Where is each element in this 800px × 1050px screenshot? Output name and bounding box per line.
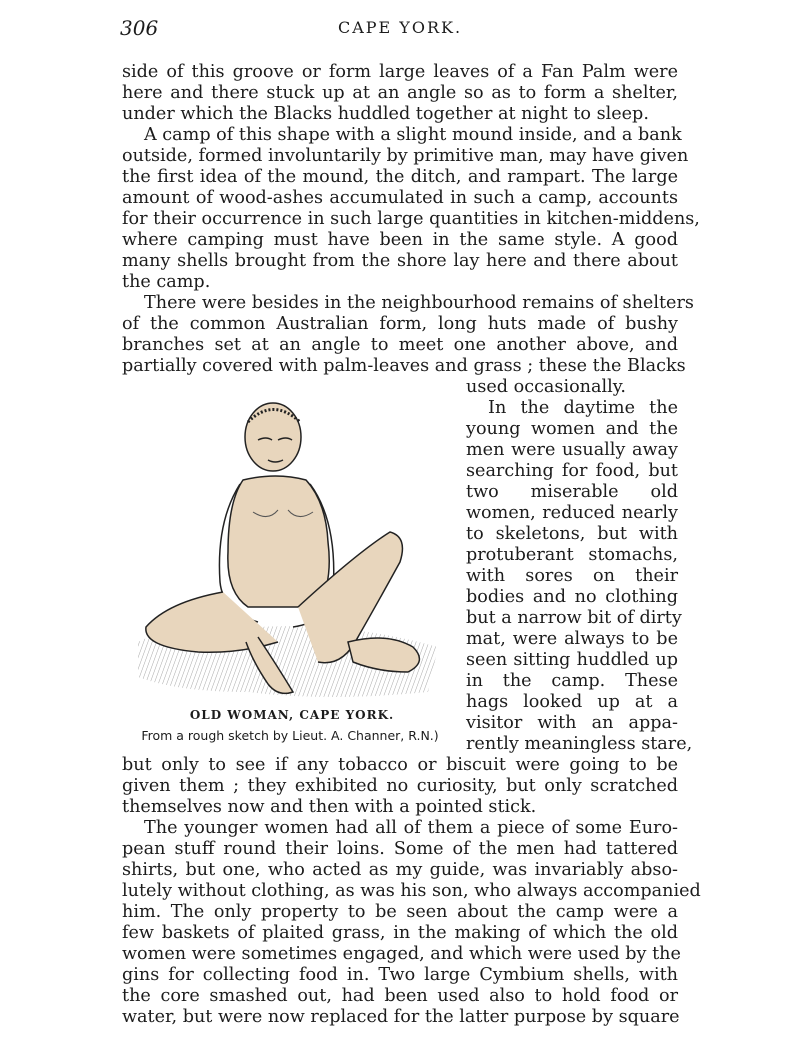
- text-line: him. The only property to be seen about the camp were a: [122, 902, 678, 922]
- figure-caption-credit: From a rough sketch by Lieut. A. Channer, R.N.): [141, 728, 439, 743]
- text-line: seen sitting huddled up: [466, 650, 678, 670]
- text-line: side of this groove or form large leaves of a Fan Palm were: [122, 62, 678, 82]
- text-line: but only to see if any tobacco or biscuit were going to be: [122, 755, 678, 775]
- text-line: men were usually away: [466, 440, 678, 460]
- text-line: gins for collecting food in. Two large Cymbium shells, with: [122, 965, 678, 985]
- text-line: but a narrow bit of dirty: [466, 608, 682, 628]
- text-line: themselves now and then with a pointed stick.: [122, 797, 537, 817]
- text-line: in the camp. These: [466, 671, 678, 691]
- text-line: shirts, but one, who acted as my guide, was invariably abso-: [122, 860, 678, 880]
- text-line: lutely without clothing, as was his son, who always accompanied: [122, 881, 701, 901]
- text-line: the core smashed out, had been used also to hold food or: [122, 986, 678, 1006]
- text-line: mat, were always to be: [466, 629, 678, 649]
- text-line: given them ; they exhibited no curiosity, but only scratched: [122, 776, 678, 796]
- text-line: for their occurrence in such large quantities in kitchen-middens,: [122, 209, 700, 229]
- text-line: water, but were now replaced for the latter purpose by square: [122, 1007, 680, 1027]
- text-line: with sores on their: [466, 566, 678, 586]
- text-line: to skeletons, but with: [466, 524, 678, 544]
- text-line: here and there stuck up at an angle so as to form a shelter,: [122, 83, 678, 103]
- text-line: two miserable old: [466, 482, 678, 502]
- text-line: the camp.: [122, 272, 211, 292]
- text-line: women, reduced nearly: [466, 503, 678, 523]
- text-line: young women and the: [466, 419, 678, 439]
- text-line: A camp of this shape with a slight mound inside, and a bank: [144, 125, 682, 145]
- text-line: of the common Australian form, long huts made of bushy: [122, 314, 678, 334]
- text-line: amount of wood-ashes accumulated in such a camp, accounts: [122, 188, 678, 208]
- engraving-image: [128, 392, 448, 702]
- page-header: [120, 16, 680, 42]
- text-line: used occasionally.: [466, 377, 626, 397]
- text-line: partially covered with palm-leaves and grass ; these the Blacks: [122, 356, 686, 376]
- text-line: bodies and no clothing: [466, 587, 678, 607]
- text-line: outside, formed involuntarily by primitive man, may have given: [122, 146, 689, 166]
- text-line: protuberant stomachs,: [466, 545, 678, 565]
- page-number: 306: [120, 16, 159, 40]
- text-line: visitor with an appa-: [466, 713, 678, 733]
- text-line: rently meaningless stare,: [466, 734, 693, 754]
- text-line: pean stuff round their loins. Some of the men had tattered: [122, 839, 678, 859]
- text-line: branches set at an angle to meet one another above, and: [122, 335, 678, 355]
- text-line: where camping must have been in the same style. A good: [122, 230, 678, 250]
- running-head: CAPE YORK.: [337, 18, 463, 37]
- illustration-old-woman: [128, 392, 448, 702]
- text-line: In the daytime the: [488, 398, 678, 418]
- text-line: The younger women had all of them a piece of some Euro-: [144, 818, 678, 838]
- text-line: many shells brought from the shore lay here and there about: [122, 251, 678, 271]
- text-line: few baskets of plaited grass, in the making of which the old: [122, 923, 678, 943]
- text-line: searching for food, but: [466, 461, 678, 481]
- text-line: under which the Blacks huddled together at night to sleep.: [122, 104, 649, 124]
- text-line: There were besides in the neighbourhood remains of shelters: [144, 293, 694, 313]
- text-line: hags looked up at a: [466, 692, 678, 712]
- text-line: women were sometimes engaged, and which were used by the: [122, 944, 681, 964]
- figure-caption-title: OLD WOMAN, CAPE YORK.: [189, 708, 395, 722]
- text-line: the first idea of the mound, the ditch, and rampart. The large: [122, 167, 678, 187]
